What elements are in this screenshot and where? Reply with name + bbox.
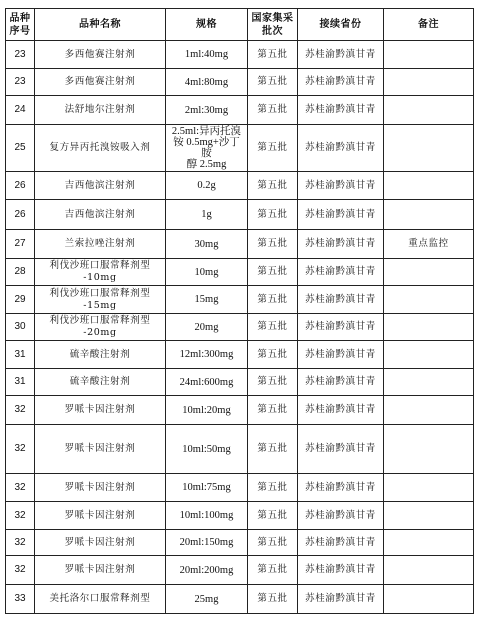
table-row [6, 425, 474, 474]
seq-cell: 32 [6, 474, 35, 502]
drug-name-cell: 罗哌卡因注射剂 [35, 425, 166, 474]
seq-cell: 25 [6, 125, 35, 172]
header-provinces: 接续省份 [298, 9, 384, 41]
note-cell [384, 530, 474, 556]
spec-cell: 10mg [166, 259, 248, 286]
batch-cell: 第五批 [248, 369, 298, 396]
table-row [6, 556, 474, 585]
header-notes: 备注 [384, 9, 474, 41]
drug-name-cell: 硫辛酸注射剂 [35, 369, 166, 396]
provinces-cell: 苏桂渝黔滇甘青 [298, 502, 384, 530]
batch-cell: 第五批 [248, 286, 298, 314]
spec-cell: 24ml:600mg [166, 369, 248, 396]
seq-cell: 30 [6, 314, 35, 341]
table-row [6, 69, 474, 96]
batch-cell: 第五批 [248, 396, 298, 425]
seq-cell: 26 [6, 200, 35, 230]
seq-cell: 33 [6, 585, 35, 614]
batch-cell: 第五批 [248, 556, 298, 585]
drug-name-cell: 兰索拉唑注射剂 [35, 230, 166, 259]
drug-name-cell: 罗哌卡因注射剂 [35, 474, 166, 502]
spec-cell: 20mg [166, 314, 248, 341]
seq-cell: 32 [6, 396, 35, 425]
table-row [6, 41, 474, 69]
seq-cell: 32 [6, 425, 35, 474]
drug-name-cell: 多西他赛注射剂 [35, 69, 166, 96]
provinces-cell: 苏桂渝黔滇甘青 [298, 69, 384, 96]
provinces-cell: 苏桂渝黔滇甘青 [298, 556, 384, 585]
spec-cell: 25mg [166, 585, 248, 614]
note-cell [384, 425, 474, 474]
batch-cell: 第五批 [248, 96, 298, 125]
table-row [6, 96, 474, 125]
note-cell [384, 369, 474, 396]
batch-cell: 第五批 [248, 200, 298, 230]
drug-name-cell: 吉西他滨注射剂 [35, 172, 166, 200]
spec-cell: 12ml:300mg [166, 341, 248, 369]
table-row [6, 314, 474, 341]
spec-cell: 2.5ml:异丙托溴 铵 0.5mg+沙丁胺 醇 2.5mg [166, 125, 248, 172]
header-seq: 品种 序号 [6, 9, 35, 41]
spec-cell: 0.2g [166, 172, 248, 200]
note-cell [384, 125, 474, 172]
provinces-cell: 苏桂渝黔滇甘青 [298, 286, 384, 314]
provinces-cell: 苏桂渝黔滇甘青 [298, 125, 384, 172]
spec-cell: 1g [166, 200, 248, 230]
seq-cell: 31 [6, 341, 35, 369]
drug-name-cell: 利伐沙班口服常释剂型 -15mg [35, 286, 166, 314]
note-cell [384, 556, 474, 585]
provinces-cell: 苏桂渝黔滇甘青 [298, 585, 384, 614]
table-row [6, 585, 474, 614]
note-cell [384, 259, 474, 286]
provinces-cell: 苏桂渝黔滇甘青 [298, 172, 384, 200]
batch-cell: 第五批 [248, 341, 298, 369]
note-cell [384, 286, 474, 314]
provinces-cell: 苏桂渝黔滇甘青 [298, 530, 384, 556]
table-row [6, 369, 474, 396]
table-row [6, 259, 474, 286]
batch-cell: 第五批 [248, 314, 298, 341]
batch-cell: 第五批 [248, 69, 298, 96]
provinces-cell: 苏桂渝黔滇甘青 [298, 341, 384, 369]
provinces-cell: 苏桂渝黔滇甘青 [298, 41, 384, 69]
provinces-cell: 苏桂渝黔滇甘青 [298, 474, 384, 502]
batch-cell: 第五批 [248, 474, 298, 502]
batch-cell: 第五批 [248, 425, 298, 474]
note-cell [384, 474, 474, 502]
drug-name-cell: 利伐沙班口服常释剂型 -20mg [35, 314, 166, 341]
drug-name-cell: 美托洛尔口服常释剂型 [35, 585, 166, 614]
spec-cell: 2ml:30mg [166, 96, 248, 125]
spec-cell: 10ml:20mg [166, 396, 248, 425]
table-row [6, 230, 474, 259]
table-row [6, 396, 474, 425]
batch-cell: 第五批 [248, 530, 298, 556]
drug-name-cell: 罗哌卡因注射剂 [35, 530, 166, 556]
seq-cell: 32 [6, 502, 35, 530]
header-name: 品种名称 [35, 9, 166, 41]
note-cell [384, 585, 474, 614]
note-cell [384, 41, 474, 69]
seq-cell: 28 [6, 259, 35, 286]
note-cell [384, 200, 474, 230]
batch-cell: 第五批 [248, 230, 298, 259]
spec-cell: 20ml:150mg [166, 530, 248, 556]
drug-name-cell: 利伐沙班口服常释剂型 -10mg [35, 259, 166, 286]
note-cell [384, 314, 474, 341]
table-row [6, 502, 474, 530]
note-cell [384, 69, 474, 96]
provinces-cell: 苏桂渝黔滇甘青 [298, 96, 384, 125]
batch-cell: 第五批 [248, 259, 298, 286]
seq-cell: 32 [6, 530, 35, 556]
provinces-cell: 苏桂渝黔滇甘青 [298, 200, 384, 230]
table-row [6, 125, 474, 172]
spec-cell: 30mg [166, 230, 248, 259]
spec-cell: 15mg [166, 286, 248, 314]
batch-cell: 第五批 [248, 41, 298, 69]
table-body [6, 41, 474, 614]
note-cell [384, 502, 474, 530]
provinces-cell: 苏桂渝黔滇甘青 [298, 425, 384, 474]
note-cell: 重点监控 [384, 230, 474, 259]
provinces-cell: 苏桂渝黔滇甘青 [298, 369, 384, 396]
seq-cell: 23 [6, 69, 35, 96]
drug-name-cell: 硫辛酸注射剂 [35, 341, 166, 369]
note-cell [384, 341, 474, 369]
drug-name-cell: 复方异丙托溴铵吸入剂 [35, 125, 166, 172]
spec-cell: 10ml:100mg [166, 502, 248, 530]
header-row [6, 9, 474, 41]
seq-cell: 23 [6, 41, 35, 69]
header-batch: 国家集采 批次 [248, 9, 298, 41]
spec-cell: 20ml:200mg [166, 556, 248, 585]
drug-name-cell: 吉西他滨注射剂 [35, 200, 166, 230]
provinces-cell: 苏桂渝黔滇甘青 [298, 314, 384, 341]
table-row [6, 341, 474, 369]
drug-name-cell: 罗哌卡因注射剂 [35, 556, 166, 585]
note-cell [384, 396, 474, 425]
seq-cell: 32 [6, 556, 35, 585]
spec-cell: 10ml:50mg [166, 425, 248, 474]
drug-name-cell: 多西他赛注射剂 [35, 41, 166, 69]
spec-cell: 10ml:75mg [166, 474, 248, 502]
batch-cell: 第五批 [248, 172, 298, 200]
table-row [6, 200, 474, 230]
spec-cell: 4ml:80mg [166, 69, 248, 96]
spec-cell: 1ml:40mg [166, 41, 248, 69]
table-row [6, 530, 474, 556]
seq-cell: 26 [6, 172, 35, 200]
procurement-table [5, 8, 474, 614]
provinces-cell: 苏桂渝黔滇甘青 [298, 230, 384, 259]
drug-name-cell: 罗哌卡因注射剂 [35, 396, 166, 425]
batch-cell: 第五批 [248, 502, 298, 530]
provinces-cell: 苏桂渝黔滇甘青 [298, 259, 384, 286]
table-row [6, 172, 474, 200]
drug-name-cell: 罗哌卡因注射剂 [35, 502, 166, 530]
drug-name-cell: 法舒地尔注射剂 [35, 96, 166, 125]
seq-cell: 31 [6, 369, 35, 396]
seq-cell: 29 [6, 286, 35, 314]
header-spec: 规格 [166, 9, 248, 41]
seq-cell: 27 [6, 230, 35, 259]
provinces-cell: 苏桂渝黔滇甘青 [298, 396, 384, 425]
note-cell [384, 96, 474, 125]
table-row [6, 474, 474, 502]
note-cell [384, 172, 474, 200]
table-row [6, 286, 474, 314]
seq-cell: 24 [6, 96, 35, 125]
batch-cell: 第五批 [248, 125, 298, 172]
batch-cell: 第五批 [248, 585, 298, 614]
